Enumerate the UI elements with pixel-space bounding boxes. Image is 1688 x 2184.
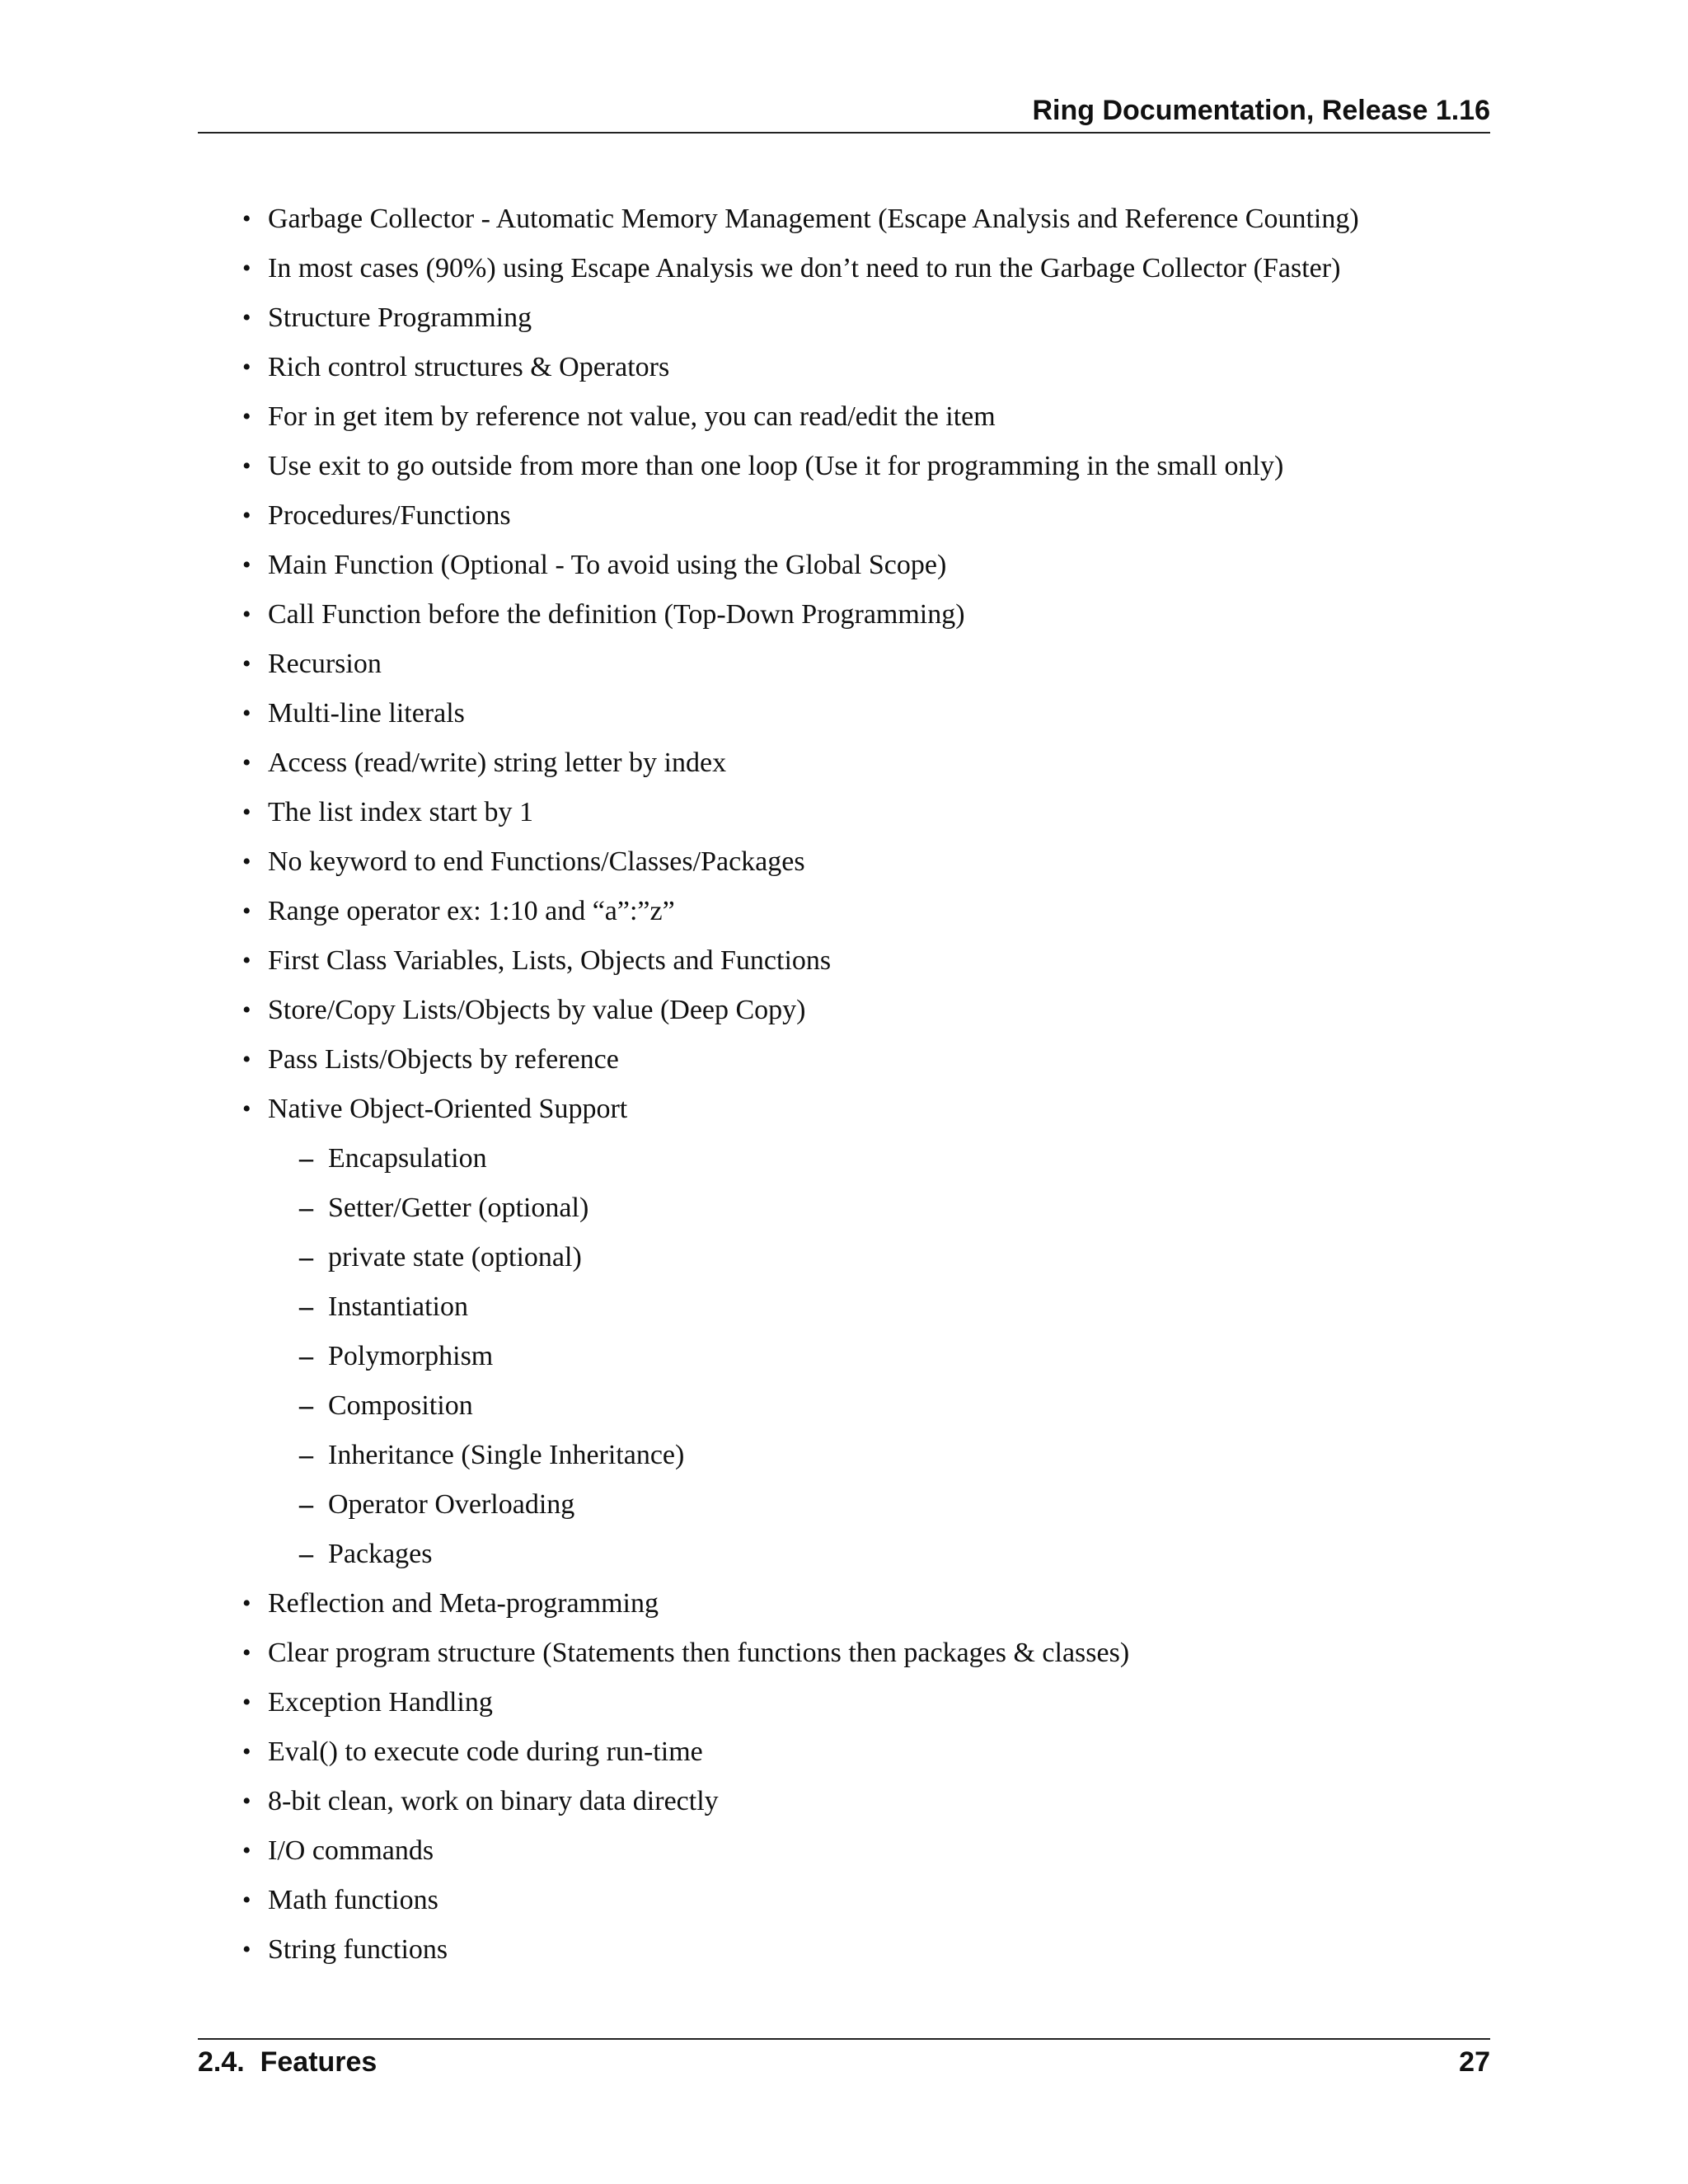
list-item: • Recursion [198, 640, 1490, 689]
list-item: • Pass Lists/Objects by reference [198, 1035, 1490, 1085]
bullet-icon: • [242, 1886, 251, 1914]
list-item: • Math functions [198, 1876, 1490, 1925]
list-item: • For in get item by reference not value, you can read/edit the item [198, 392, 1490, 442]
sublist-item: – Instantiation [268, 1282, 1490, 1332]
oop-sublist [268, 1134, 1490, 1579]
bullet-icon: • [242, 799, 251, 826]
dash-icon: – [299, 1341, 313, 1371]
sublist-item: – Polymorphism [268, 1332, 1490, 1381]
bullet-icon: • [242, 601, 251, 628]
list-item: • Call Function before the definition (Top-Down Programming) [198, 590, 1490, 640]
bullet-icon: • [242, 650, 251, 677]
sublist-item: – Inheritance (Single Inheritance) [268, 1431, 1490, 1480]
list-item: • The list index start by 1 [198, 788, 1490, 837]
sublist-item: – Packages [268, 1530, 1490, 1579]
document-title: Ring Documentation, Release 1.16 [1032, 95, 1490, 126]
dash-icon: – [299, 1440, 313, 1470]
page-header [198, 92, 1490, 134]
dash-icon: – [299, 1242, 313, 1272]
list-item: • Access (read/write) string letter by index [198, 738, 1490, 788]
sublist-item: – private state (optional) [268, 1233, 1490, 1282]
list-item: • 8-bit clean, work on binary data directly [198, 1777, 1490, 1826]
list-item: • Garbage Collector - Automatic Memory Management (Escape Analysis and Reference Counting) [198, 194, 1490, 244]
list-item: • No keyword to end Functions/Classes/Packages [198, 837, 1490, 887]
dash-icon: – [299, 1143, 313, 1174]
list-item: • Reflection and Meta-programming [198, 1579, 1490, 1629]
list-item: • Range operator ex: 1:10 and “a”:”z” [198, 887, 1490, 936]
bullet-icon: • [242, 304, 251, 331]
bullet-icon: • [242, 354, 251, 381]
list-item: • Rich control structures & Operators [198, 343, 1490, 392]
sublist-item: – Setter/Getter (optional) [268, 1183, 1490, 1233]
bullet-icon: • [242, 205, 251, 232]
bullet-icon: • [242, 1837, 251, 1864]
bullet-icon: • [242, 255, 251, 282]
bullet-icon: • [242, 898, 251, 925]
sublist-item: – Operator Overloading [268, 1480, 1490, 1530]
dash-icon: – [299, 1193, 313, 1223]
dash-icon: – [299, 1489, 313, 1520]
bullet-icon: • [242, 551, 251, 579]
bullet-icon: • [242, 700, 251, 727]
bullet-icon: • [242, 1639, 251, 1666]
list-item: • Multi-line literals [198, 689, 1490, 738]
dash-icon: – [299, 1291, 313, 1322]
list-item: • Eval() to execute code during run-time [198, 1727, 1490, 1777]
bullet-icon: • [242, 848, 251, 875]
bullet-icon: • [242, 502, 251, 529]
bullet-icon: • [242, 947, 251, 974]
bullet-icon: • [242, 452, 251, 480]
list-item: • Exception Handling [198, 1678, 1490, 1727]
list-item: • I/O commands [198, 1826, 1490, 1876]
bullet-icon: • [242, 749, 251, 776]
bullet-icon: • [242, 1590, 251, 1617]
list-item: • Store/Copy Lists/Objects by value (Deep Copy) [198, 986, 1490, 1035]
sublist-item: – Encapsulation [268, 1134, 1490, 1183]
features-content [198, 194, 1490, 1975]
bullet-icon: • [242, 1095, 251, 1122]
feature-list [198, 194, 1490, 1975]
list-item: • Clear program structure (Statements then functions then packages & classes) [198, 1629, 1490, 1678]
list-item: • String functions [198, 1925, 1490, 1975]
sublist-item: – Composition [268, 1381, 1490, 1431]
bullet-icon: • [242, 1738, 251, 1765]
bullet-icon: • [242, 403, 251, 430]
list-item: • Main Function (Optional - To avoid using the Global Scope) [198, 541, 1490, 590]
dash-icon: – [299, 1390, 313, 1421]
bullet-icon: • [242, 1689, 251, 1716]
dash-icon: – [299, 1539, 313, 1569]
bullet-icon: • [242, 1936, 251, 1963]
page-footer [198, 2038, 1490, 2089]
list-item: • Structure Programming [198, 293, 1490, 343]
bullet-icon: • [242, 996, 251, 1024]
list-item: • Procedures/Functions [198, 491, 1490, 541]
page-number: 27 [1459, 2046, 1490, 2078]
bullet-icon: • [242, 1788, 251, 1815]
bullet-icon: • [242, 1046, 251, 1073]
list-item-oop: • Native Object-Oriented Support – Encapsulation – Setter/Getter (optional) – private state (optional) – Instantiation – Polymorphism – Composition – Inheritance (Single Inheritance) – Operator Overloading – Packages [198, 1085, 1490, 1579]
list-item: • First Class Variables, Lists, Objects and Functions [198, 936, 1490, 986]
list-item: • In most cases (90%) using Escape Analysis we don’t need to run the Garbage Collector (Faster) [198, 244, 1490, 293]
list-item: • Use exit to go outside from more than one loop (Use it for programming in the small only) [198, 442, 1490, 491]
section-title: 2.4. Features [198, 2046, 377, 2078]
